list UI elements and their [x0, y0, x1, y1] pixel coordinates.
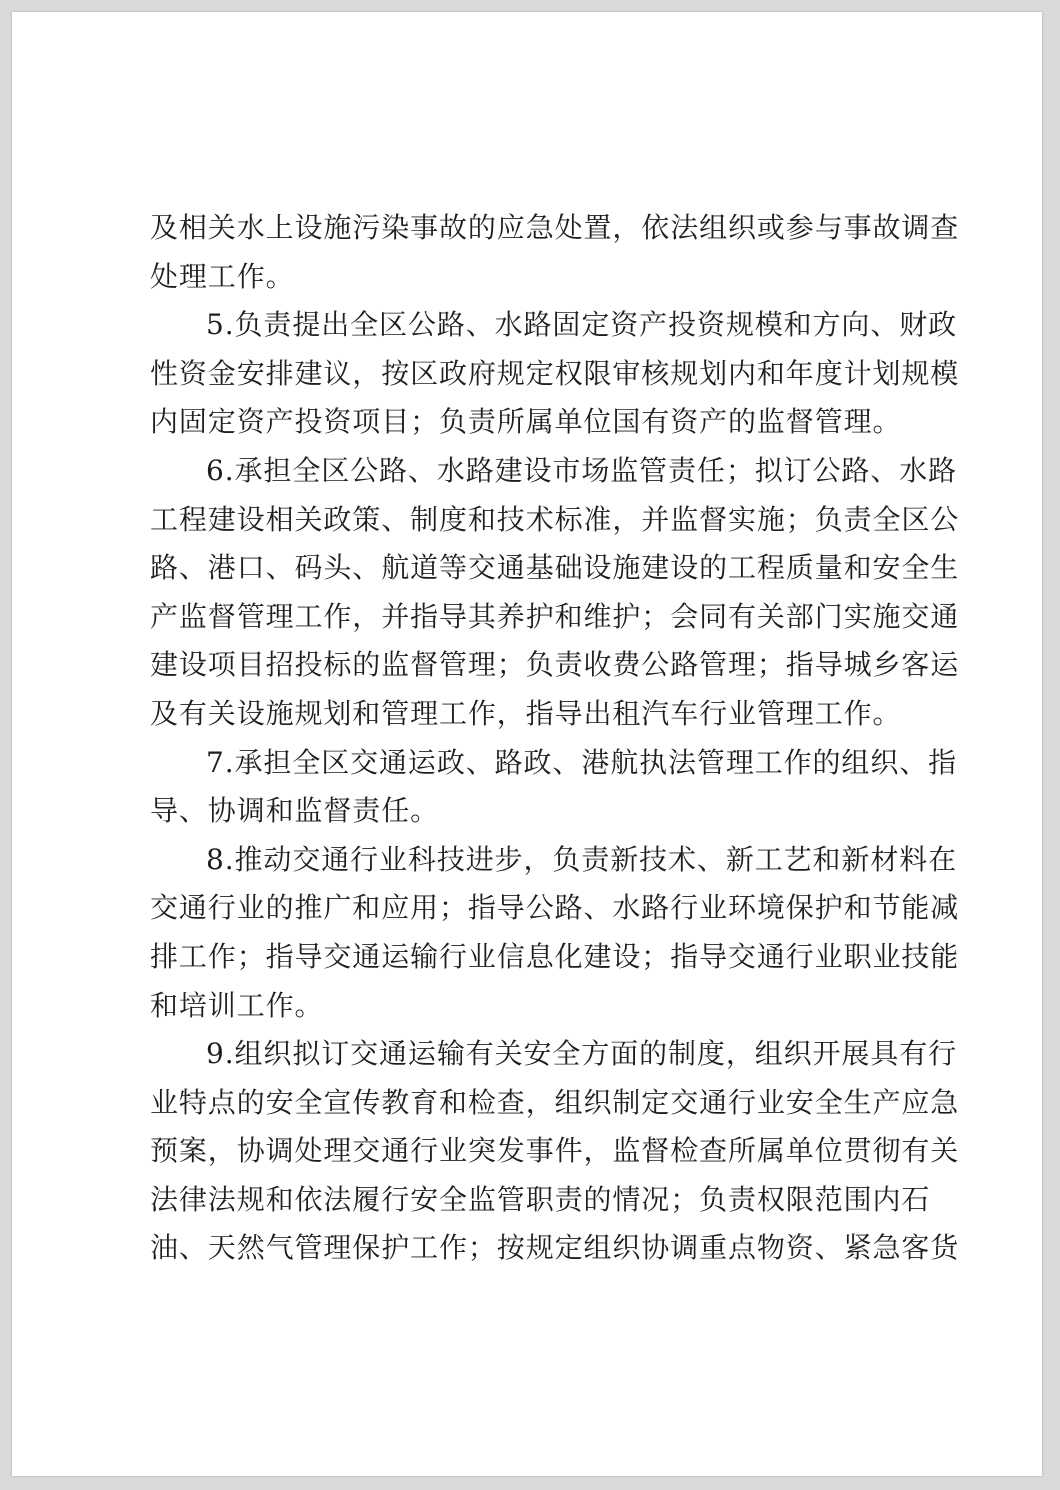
- body-text: [150, 204, 960, 1273]
- text-line: 工程建设相关政策、制度和技术标准，并监督实施；负责全区公: [150, 502, 960, 536]
- text-line: 7.承担全区交通运政、路政、港航执法管理工作的组织、指: [206, 745, 958, 779]
- text-line: 6.承担全区公路、水路建设市场监管责任；拟订公路、水路: [206, 453, 958, 487]
- text-line: 内固定资产投资项目；负责所属单位国有资产的监督管理。: [150, 405, 902, 439]
- text-line: 5.负责提出全区公路、水路固定资产投资规模和方向、财政: [206, 308, 958, 342]
- text-line: 9.组织拟订交通运输有关安全方面的制度，组织开展具有行: [206, 1037, 958, 1071]
- text-line: 及相关水上设施污染事故的应急处置，依法组织或参与事故调查: [150, 211, 960, 244]
- text-line: 和培训工作。: [150, 988, 324, 1022]
- text-line: 业特点的安全宣传教育和检查，组织制定交通行业安全生产应急: [150, 1085, 960, 1119]
- text-line: 产监督管理工作，并指导其养护和维护；会同有关部门实施交通: [150, 599, 960, 633]
- text-line: 导、协调和监督责任。: [150, 794, 440, 828]
- document-page: [12, 12, 1042, 1476]
- text-line: 交通行业的推广和应用；指导公路、水路行业环境保护和节能减: [150, 891, 960, 925]
- text-line: 排工作；指导交通运输行业信息化建设；指导交通行业职业技能: [150, 939, 960, 973]
- text-line: 法律法规和依法履行安全监管职责的情况；负责权限范围内石: [150, 1182, 931, 1216]
- text-line: 性资金安排建议，按区政府规定权限审核规划内和年度计划规模: [150, 356, 960, 390]
- text-line: 建设项目招投标的监督管理；负责收费公路管理；指导城乡客运: [150, 648, 960, 682]
- text-line: 及有关设施规划和管理工作，指导出租汽车行业管理工作。: [150, 696, 902, 730]
- text-line: 8.推动交通行业科技进步，负责新技术、新工艺和新材料在: [206, 842, 958, 876]
- text-line: 油、天然气管理保护工作；按规定组织协调重点物资、紧急客货: [150, 1231, 960, 1265]
- text-line: 处理工作。: [150, 259, 295, 293]
- text-line: 路、港口、码头、航道等交通基础设施建设的工程质量和安全生: [150, 551, 960, 585]
- text-line: 预案，协调处理交通行业突发事件，监督检查所属单位贯彻有关: [150, 1134, 960, 1168]
